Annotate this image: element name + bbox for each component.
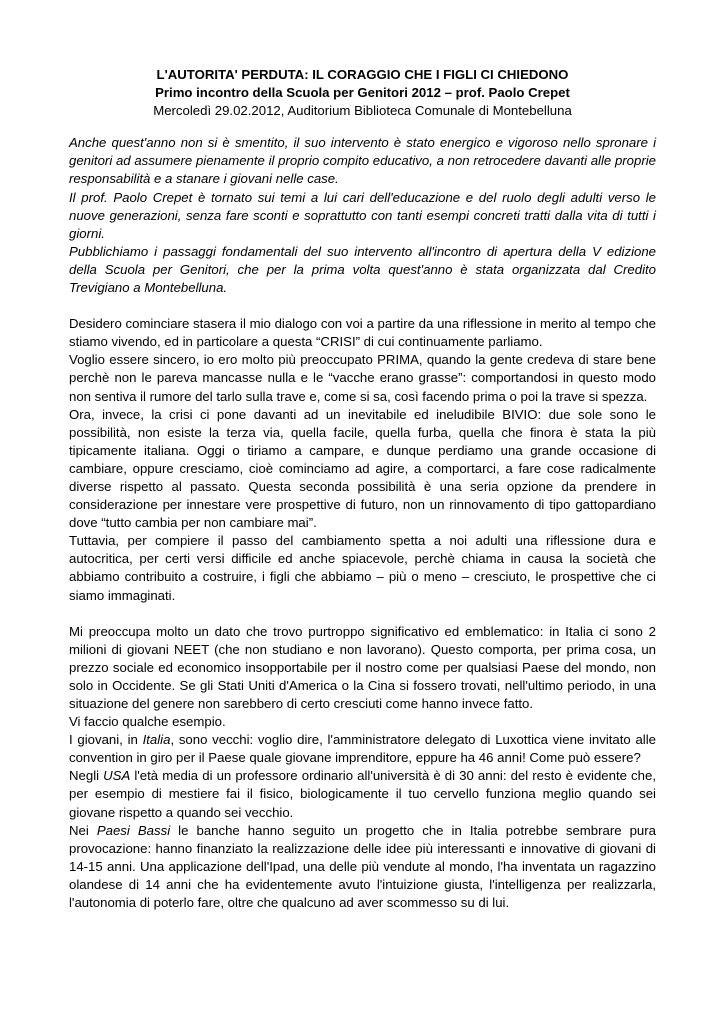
emphasis-country: Paesi Bassi	[96, 822, 171, 838]
text-run: l'età media di un professore ordinario all'università è di 30 anni: del resto è evidente che, per esempio di mestiere fai il fisico, biologicamente il tuo cervello funziona meglio quando sei giovane rispetto a quando sei vecchio.	[69, 768, 656, 820]
document-date-location: Mercoledì 29.02.2012, Auditorium Biblioteca Comunale di Montebelluna	[153, 103, 572, 119]
paragraph-gap	[69, 297, 656, 315]
text-run: I giovani, in	[69, 732, 143, 748]
intro-paragraph: Il prof. Paolo Crepet è tornato sui temi a lui cari dell'educazione e del ruolo degli adulti verso le nuove generazioni, senza fare sconti e soprattutto con tanti esempi concreti tratti dalla vita di tutti i giorni.	[69, 189, 656, 241]
body-paragraph-italia	[69, 731, 656, 767]
body-paragraph: Ora, invece, la crisi ci pone davanti ad un inevitabile ed ineludibile BIVIO: due sole sono le possibilità, non esiste la terza via, quella facile, quella furba, quella che finora è stata la più tipicamente italiana. Oggi o tiriamo a campare, e dunque perdiamo una grande occasione di cambiare, oppure cresciamo, cioè cominciamo ad agire, a comportarci, a fare cose radicalmente diverse rispetto al passato. Questa seconda possibilità è una seria opzione da prendere in considerazione per innestare vere prospettive di futuro, non un rinnovamento di tipo gattopardiano dove “tutto cambia per non cambiare mai”.	[69, 406, 656, 531]
document-title: L'AUTORITA' PERDUTA: IL CORAGGIO CHE I FIGLI CI CHIEDONO	[156, 67, 569, 82]
intro-section	[69, 134, 656, 297]
body-section-1	[69, 315, 656, 605]
text-run: Nei	[69, 822, 97, 838]
document-header	[69, 66, 656, 120]
text-run: , sono vecchi: voglio dire, l'amministratore delegato di Luxottica viene invitato alle convention in giro per il Paese quale giovane imprenditore, eppure ha 46 anni! Come può essere?	[69, 732, 657, 766]
body-paragraph: Vi faccio qualche esempio.	[69, 714, 226, 730]
intro-paragraph: Pubblichiamo i passaggi fondamentali del suo intervento all'incontro di apertura della V edizione della Scuola per Genitori, che per la prima volta quest'anno è stata organizzata dal Credito Trevigiano a Montebelluna.	[69, 243, 656, 296]
document-subtitle: Primo incontro della Scuola per Genitori 2012 – prof. Paolo Crepet	[155, 85, 570, 101]
intro-paragraph: Anche quest'anno non si è smentito, il suo intervento è stato energico e vigoroso nello spronare i genitori ad assumere pienamente il proprio compito educativo, a non retrocedere davanti alle proprie responsabilità e a stanare i giovani nelle case.	[69, 135, 656, 187]
paragraph-gap	[69, 605, 656, 623]
body-paragraph: Tuttavia, per compiere il passo del cambiamento spetta a noi adulti una riflessione dura e autocritica, per certi versi difficile ed anche spiacevole, perchè chiama in causa la società che abbiamo contribuito a costruire, i figli che abbiamo – più o meno – cresciuto, le prospettive che ci siamo immaginati.	[69, 533, 656, 603]
body-paragraph: Desidero cominciare stasera il mio dialogo con voi a partire da una riflessione in merito al tempo che stiamo vivendo, ed in particolare a questa “CRISI” di cui continuamente parliamo.	[69, 316, 656, 350]
emphasis-country: Italia	[142, 732, 171, 748]
body-paragraph: Voglio essere sincero, io ero molto più preoccupato PRIMA, quando la gente credeva di stare bene perchè non le pareva mancasse nulla e le “vacche erano grasse”: comportandosi in questo modo non sentiva il rumore del tarlo sulla trave e, come si sa, così facendo prima o poi la trave si spezza.	[69, 352, 656, 404]
body-paragraph: Mi preoccupa molto un dato che trovo purtroppo significativo ed emblematico: in Italia ci sono 2 milioni di giovani NEET (che non studiano e non lavorano). Questo comporta, per prima cosa, un prezzo sociale ed economico insopportabile per il nostro come per qualsiasi Paese del mondo, non solo in Occidente. Se gli Stati Uniti d'America o la Cina si fossero trovati, nell'ultimo periodo, in una situazione del genere non sarebbero di certo cresciuti come hanno invece fatto.	[69, 623, 656, 711]
body-paragraph-paesi-bassi	[69, 822, 656, 912]
document-page	[69, 66, 656, 912]
text-run: Negli	[69, 768, 104, 784]
emphasis-country: USA	[103, 768, 131, 784]
text-run: le banche hanno seguito un progetto che in Italia potrebbe sembrare pura provocazione: hanno finanziato la realizzazione delle idee più interessanti e innovative di giovani di 14-15 anni. Una applicazione dell'Ipad, una delle più vendute al mondo, l'ha inventata un ragazzino olandese di 14 anni che ha evidentemente avuto l'intuizione giusta, l'intelligenza per realizzarla, l'autonomia di poterlo fare, oltre che qualcuno ad aver scommesso su di lui.	[69, 822, 656, 911]
body-section-2	[69, 623, 656, 913]
body-paragraph-usa	[69, 767, 656, 821]
